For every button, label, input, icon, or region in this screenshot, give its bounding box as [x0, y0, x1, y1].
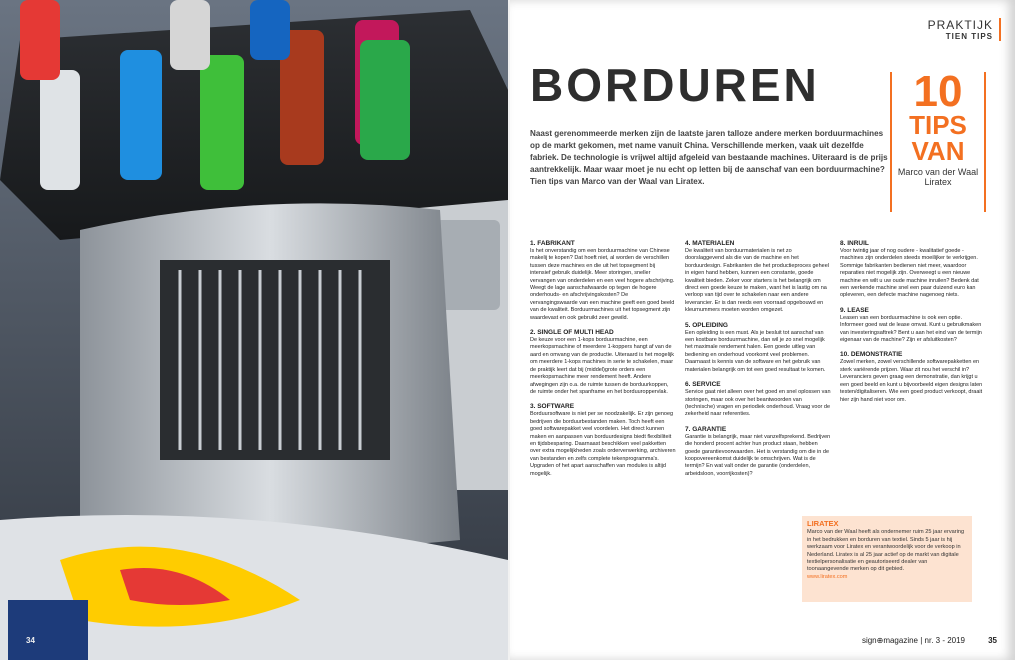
tip-text: De keuze voor een 1-kops borduurmachine, een meerkopsmachine of meerdere 1-koppers hangt af van de aard en omvang van de productie. Uiteraard is het mogelijk om meerdere 1-kops machines in serie te schakelen, maar de praktijk leert dat bij (middel)grote orders een meerkopsmachine meer rendement heeft. Andere afwegingen zijn o.a. de ruimte tussen de borduurkoppen, de ruimte onder het spanframe en het borduuroppervlak.: [530, 337, 674, 395]
tip-heading: 8. INRUIL: [840, 240, 869, 247]
tips-company: Liratex: [924, 177, 952, 187]
tip-heading: 5. OPLEIDING: [685, 321, 728, 329]
tips-number: 10: [913, 67, 963, 116]
liratex-url[interactable]: www.liratex.com: [807, 573, 848, 580]
tip-heading: 2. SINGLE OF MULTI HEAD: [530, 329, 614, 337]
liratex-text: Marco van der Waal heeft als ondernemer ruim 25 jaar ervaring in het bedrukken en borduren van textiel. Sinds 5 jaar is hij werkzaam voor Liratex en verantwoordelijk voor de verkoop in Nederland. Liratex is al 25 jaar actief op de markt van digitale textielpersonalisatie en geautoriseerd dealer van toonaangevende merken op dit gebied.: [807, 529, 965, 573]
tips-box: [890, 67, 986, 212]
tip-text: Is het onverstandig om een borduurmachine van Chinese makelij te kopen? Dat hoeft niet, al worden de verschillen tussen deze machines en die uit het topsegment bij intensief gebruik duidelijk. Meer storingen, sneller vervangen van onderdelen en een veel hogere afschrijving. Weegt de lage aanschafwaarde op tegen de hogere onderhouds- en afschrijvingskosten? De vervangingswaarde van een machine geeft een goed beeld van de kwaliteit. Borduurmachines uit het topsegment zijn waardevast en ook gebruikt zeer gewild.: [530, 248, 675, 321]
tip-text: De kwaliteit van borduurmaterialen is net zo doorslaggevend als die van de machine en het borduurdesign. Fabrikanten die het productieproces geheel in eigen hand hebben, kunnen een constante, goede kwaliteit bieden. Zeker voor starters is het belangrijk om direct een goede keuze te maken, want het is lastig om na verloop van tijd over te schakelen naar een andere leverancier. Er is dan reeds een voorraad opgebouwd en kleurnummers moeten worden omgezet.: [685, 248, 830, 314]
tip-text: Voor twintig jaar of nog oudere - kwalitatief goede - machines zijn onderdelen steeds moeilijker te verkrijgen. Sommige fabrikanten bedienen niet meer, waardoor reparaties niet mogelijk zijn. Overweegt u een nieuwe machine en wilt u uw oude machine inruilen? Bedenk dat een werkende machine snel een paar duizend euro kan opleveren, een defecte machine nagenoeg niets.: [840, 248, 979, 299]
liratex-box: [802, 516, 972, 602]
tip-heading: 4. MATERIALEN: [685, 240, 735, 247]
tips-word: TIPS: [909, 110, 967, 140]
tip-text: Zowel merken, zowel verschillende softwarepakketten en sterk variërende prijzen. Waar zit nou het verschil in? Leveranciers geven graag een demonstratie, dan krijgt u een goed beeld en kunt u bijvoorbeeld eigen designs laten testen/digitaliseren. Wie een goed product verkoopt, draait hier zijn hand niet voor om.: [840, 359, 983, 403]
page-footer: [510, 636, 1015, 650]
tip-heading: 6. SERVICE: [685, 381, 721, 389]
tip-heading: 3. SOFTWARE: [530, 403, 575, 411]
tip-heading: 1. FABRIKANT: [530, 240, 575, 247]
tip-text: Een opleiding is een must. Als je besluit tot aanschaf van een kostbare borduurmachine, dan wil je zo snel mogelijk het maximale rendement halen. Een goede uitleg van bediening en onderhoud voorkomt veel problemen. Daarnaast is kennis van de software en het gebruik van materialen belangrijk om tot een goed resultaat te komen.: [685, 329, 826, 373]
tip-text: Garantie is belangrijk, maar niet vanzelfsprekend. Bedrijven die honderd procent achter hun product staan, hebben goede garantievoorwaarden. Het is verstandig om die in de koopovereenkomst duidelijk te omschrijven. Wat is de termijn? En wat valt onder de garantie (onderdelen, arbeidsloon, voorrijkosten)?: [685, 433, 831, 477]
intro-paragraph: Naast gerenommeerde merken zijn de laatste jaren talloze andere merken borduurmachines op de markt gekomen, met name vanuit China. Verschillende merken, vaak uit dezelfde fabriek. De technologie is vrijwel altijd afgeleid van bestaande machines. Uiteraard is de prijs aantrekkelijk. Maar waar moet je nu echt op letten bij de aanschaf van een borduurmachine? Tien tips van Marco van der Waal van Liratex.: [530, 129, 888, 186]
tip-text: Service gaat niet alleen over het goed en snel oplossen van storingen, maar ook over het beantwoorden van (technische) vragen en periodiek onderhoud. Vraag voor de zekerheid naar referenties.: [685, 389, 831, 418]
column-2: [685, 240, 831, 485]
tips-author: Marco van der Waal: [897, 167, 979, 177]
section-label: [928, 18, 1001, 41]
tip-heading: 7. GARANTIE: [685, 425, 727, 433]
column-3: [840, 240, 986, 411]
section-subtitle: TIEN TIPS: [945, 32, 993, 41]
magazine-credit: sign⊕magazine | nr. 3 - 2019: [861, 636, 965, 645]
liratex-heading: LIRATEX: [807, 519, 839, 528]
article-title: BORDUREN: [530, 59, 820, 111]
van-word: VAN: [911, 136, 965, 166]
tip-text: Borduursoftware is niet per se noodzakelijk. Er zijn genoeg bedrijven die borduurbestanden maken. Toch heeft een goed softwarepakket veel voordelen. Het direct kunnen maken en aanpassen van borduurdesigns biedt flexibiliteit en tijdsbesparing. Daarnaast beschikken veel pakketten over extra mogelijkheden zoals orderverwerking, archiveren van bestanden en zelfs complete tekenprogramma's. Upgraden of het apart aanschaffen van modules is altijd mogelijk.: [530, 411, 676, 477]
section-title: PRAKTIJK: [927, 18, 993, 32]
right-page-number: 35: [988, 636, 997, 645]
right-page: [510, 0, 1015, 660]
left-page-number: 34: [26, 636, 35, 645]
tip-text: Leasen van een borduurmachine is ook een optie. Informeer goed wat de lease omvat. Kunt u gebruikmaken van investeringsaftrek? Bent u aan het eind van de termijn eigenaar van de machine? Zijn er afsluitkosten?: [840, 314, 982, 344]
tip-heading: 9. LEASE: [840, 306, 869, 314]
column-1: [530, 240, 676, 485]
tip-heading: 10. DEMONSTRATIE: [840, 351, 903, 359]
